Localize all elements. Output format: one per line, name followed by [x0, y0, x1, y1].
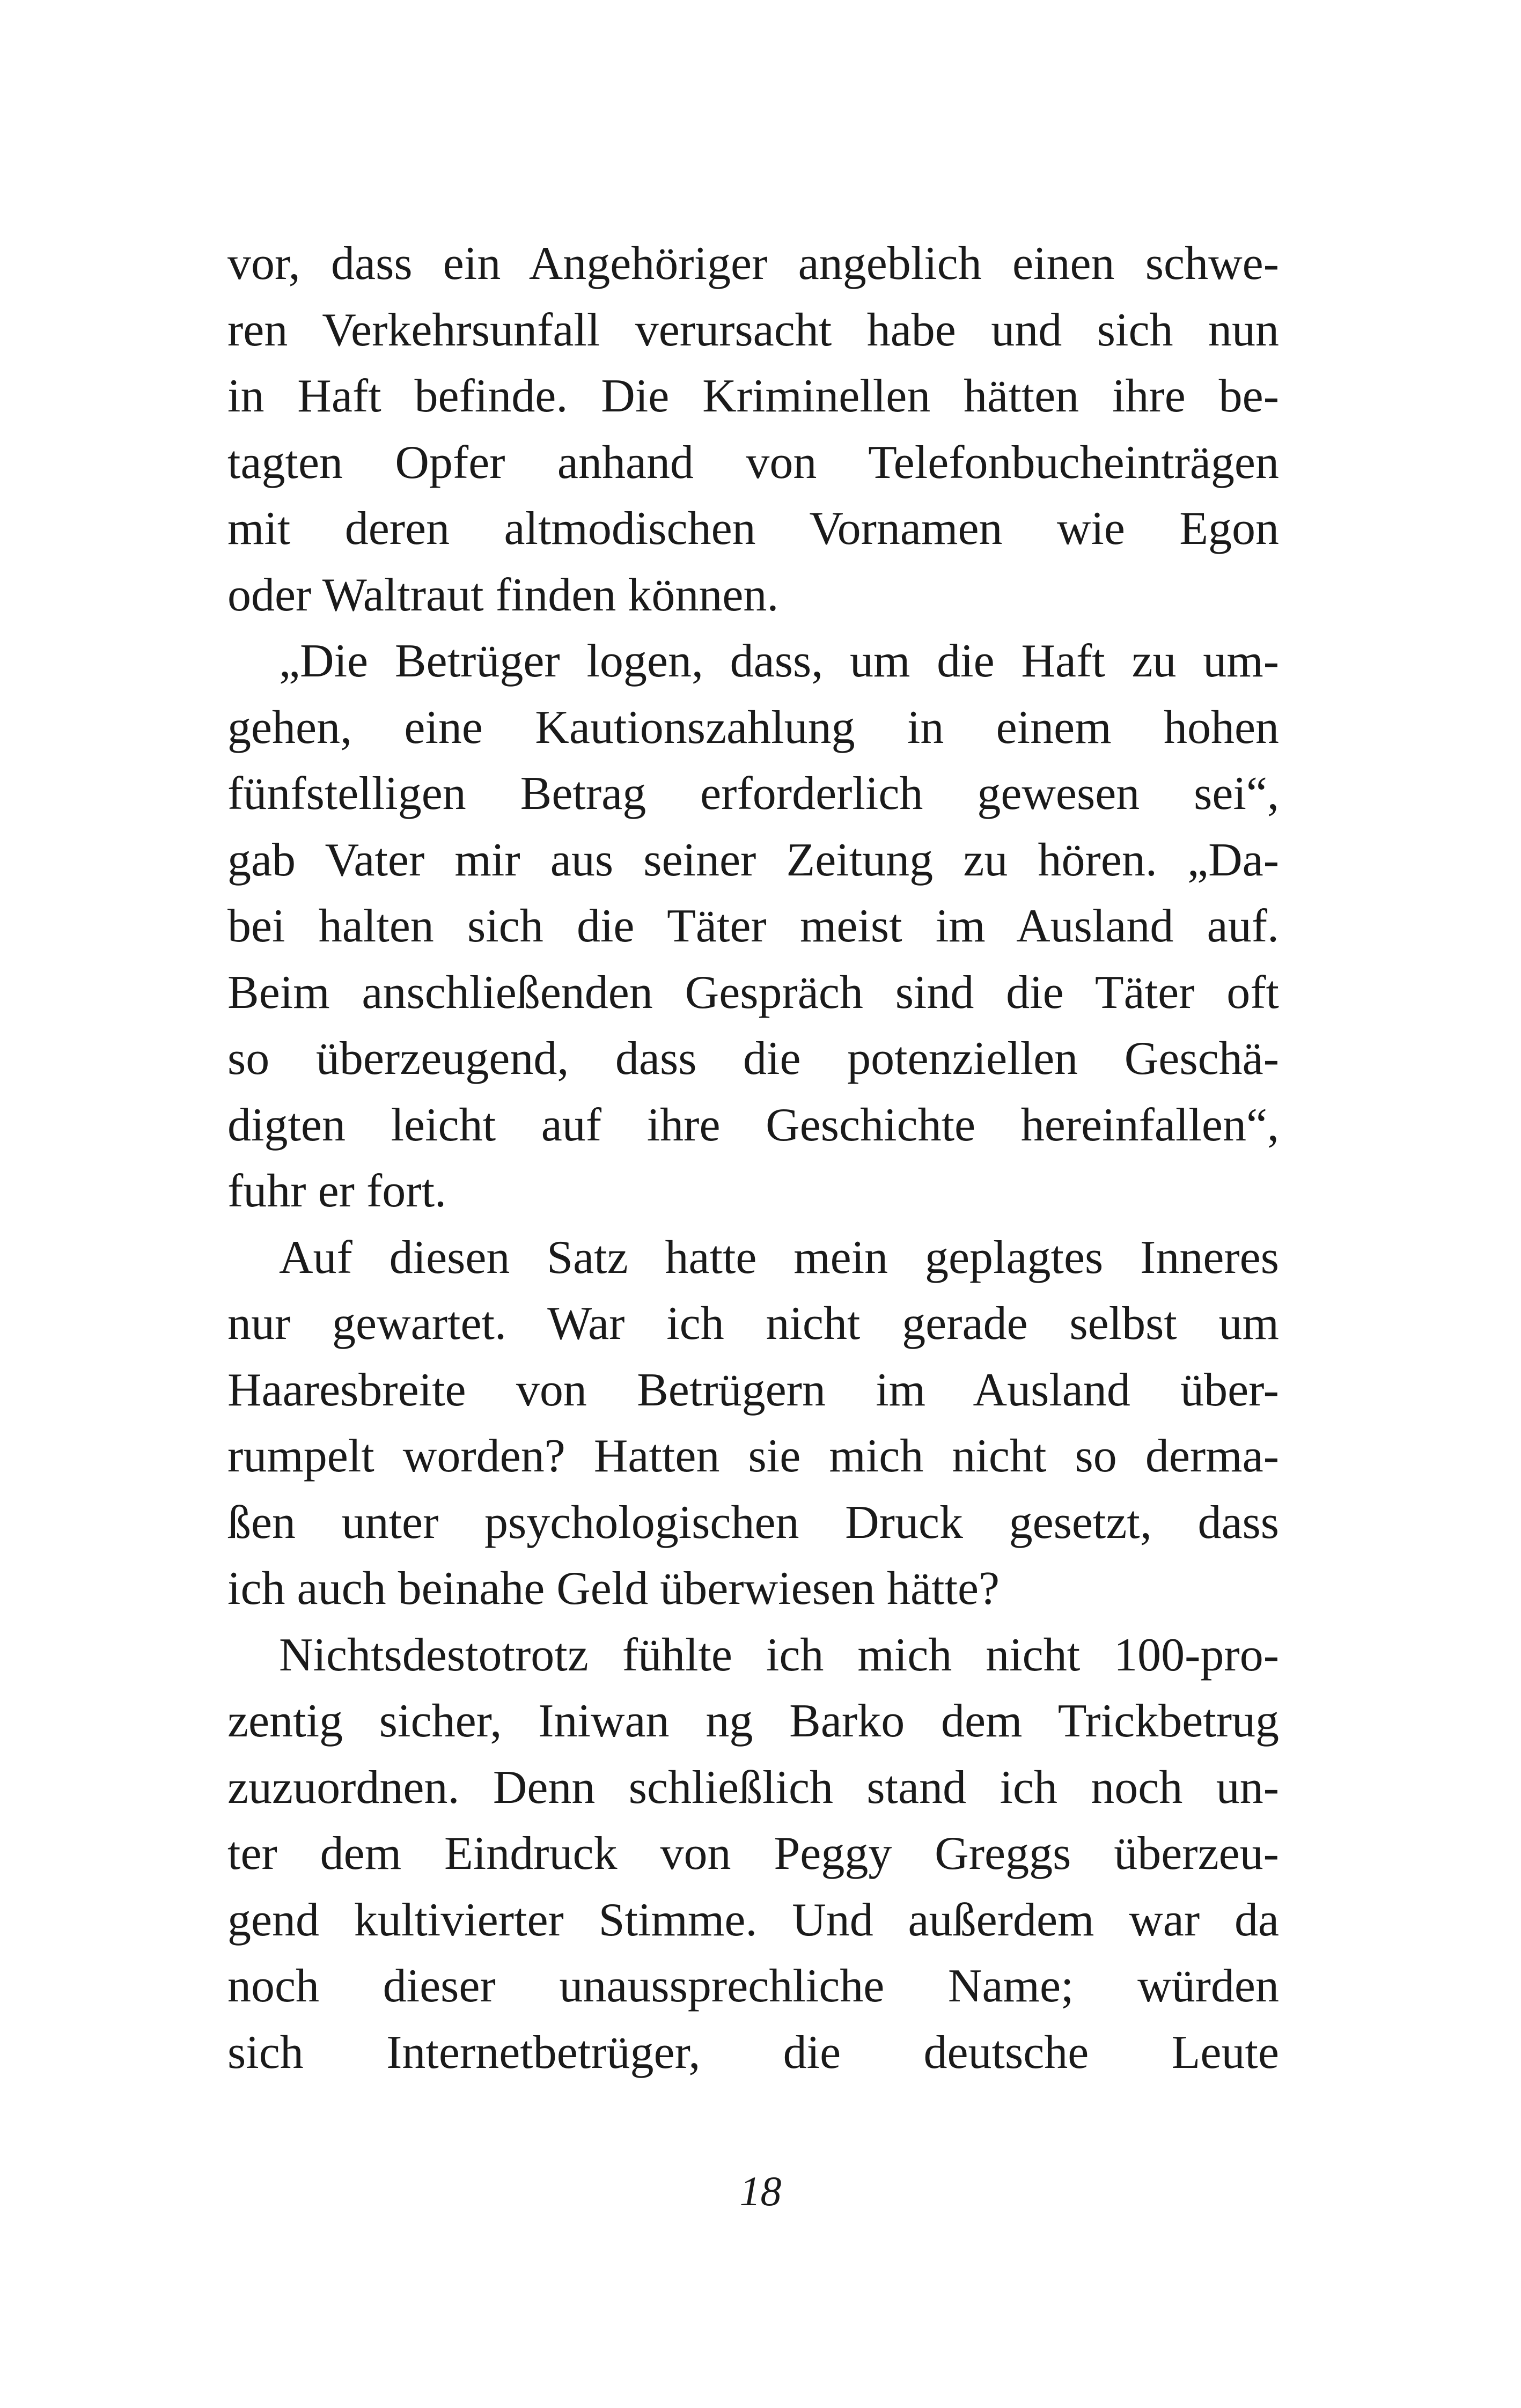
text-line: zuzuordnen. Denn schließlich stand ich noch un-	[227, 1761, 1279, 1814]
text-line: „Die Betrüger logen, dass, um die Haft zu um-	[279, 635, 1279, 687]
text-line: bei halten sich die Täter meist im Ausland auf.	[227, 900, 1279, 952]
text-line: rumpelt worden? Hatten sie mich nicht so derma-	[227, 1430, 1279, 1482]
text-line: ter dem Eindruck von Peggy Greggs überzeu-	[227, 1828, 1279, 1880]
text-line: digten leicht auf ihre Geschichte hereinfallen“,	[227, 1099, 1279, 1151]
text-line: ren Verkehrsunfall verursacht habe und sich nun	[227, 304, 1279, 356]
text-line: Nichtsdestotrotz fühlte ich mich nicht 100-pro-	[279, 1629, 1279, 1681]
text-line: zentig sicher, Iniwan ng Barko dem Trickbetrug	[227, 1695, 1279, 1747]
text-line: oder Waltraut finden können.	[227, 569, 779, 621]
page-number: 18	[739, 2168, 782, 2214]
text-line: fünfstelligen Betrag erforderlich gewesen sei“,	[227, 768, 1279, 820]
text-line: noch dieser unaussprechliche Name; würden	[227, 1960, 1279, 2012]
text-line: ßen unter psychologischen Druck gesetzt, dass	[227, 1496, 1279, 1549]
text-line: vor, dass ein Angehöriger angeblich einen schwe-	[227, 238, 1279, 290]
text-line: mit deren altmodischen Vornamen wie Egon	[227, 503, 1279, 555]
text-line: gab Vater mir aus seiner Zeitung zu hören. „Da-	[227, 834, 1279, 886]
text-line: gehen, eine Kautionszahlung in einem hohen	[227, 701, 1279, 754]
text-line: fuhr er fort.	[227, 1165, 447, 1217]
text-line: gend kultivierter Stimme. Und außerdem war da	[227, 1894, 1279, 1946]
text-line: Haaresbreite von Betrügern im Ausland über-	[227, 1364, 1279, 1416]
text-line: so überzeugend, dass die potenziellen Geschä-	[227, 1033, 1279, 1085]
text-line: nur gewartet. War ich nicht gerade selbst um	[227, 1298, 1279, 1350]
text-line: tagten Opfer anhand von Telefonbucheinträgen	[227, 436, 1279, 489]
body-text	[227, 231, 1279, 2086]
text-line: Beim anschließenden Gespräch sind die Täter oft	[227, 966, 1279, 1019]
text-line: in Haft befinde. Die Kriminellen hätten ihre be-	[227, 370, 1279, 422]
text-line: sich Internetbetrüger, die deutsche Leute	[227, 2026, 1279, 2079]
text-line: ich auch beinahe Geld überwiesen hätte?	[227, 1563, 1000, 1615]
text-line: Auf diesen Satz hatte mein geplagtes Inneres	[279, 1231, 1279, 1284]
